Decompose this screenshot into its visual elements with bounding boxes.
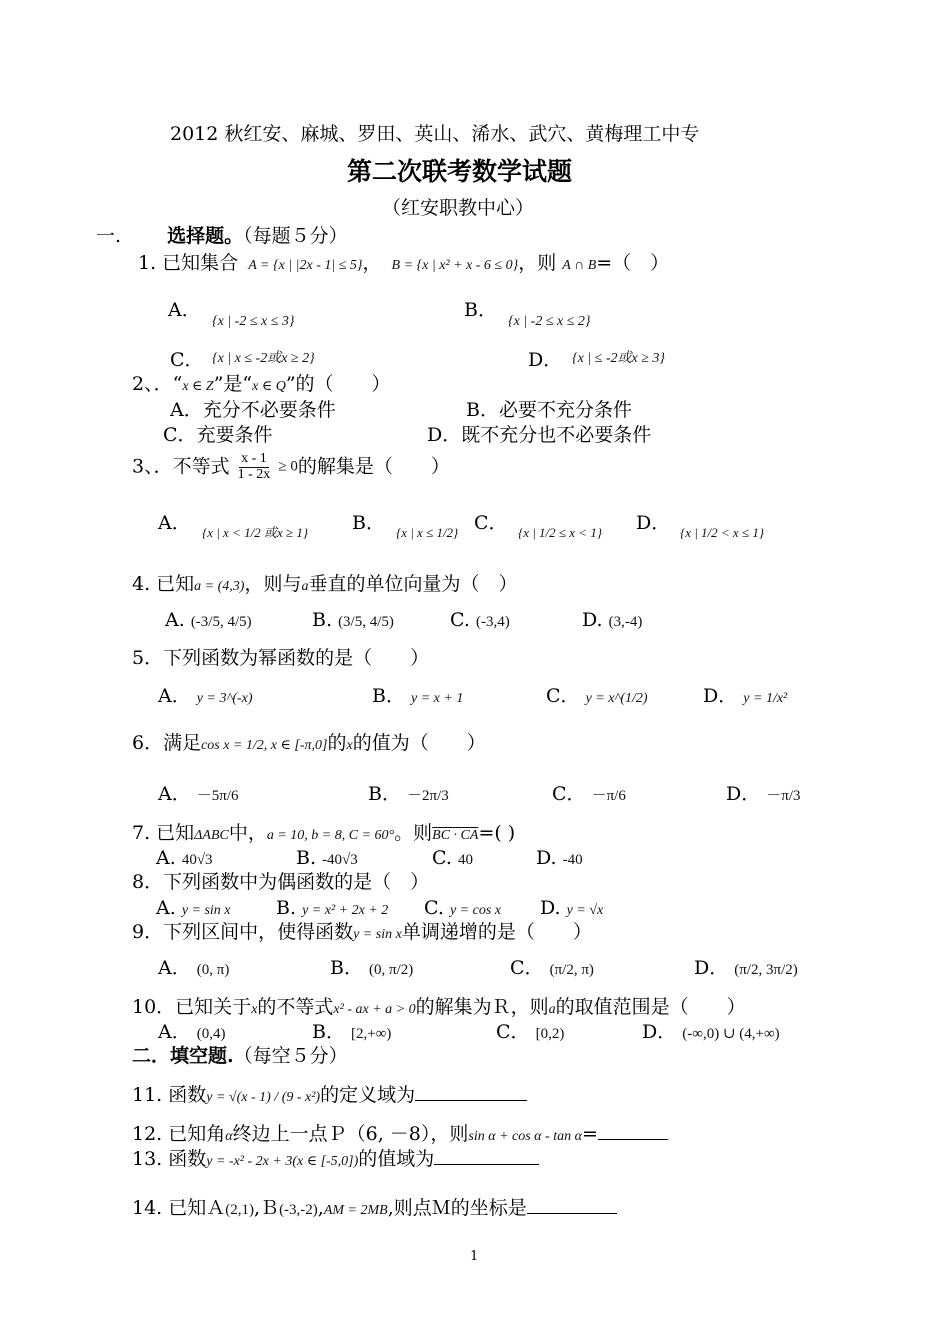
q1-option-c[interactable]: [170, 350, 204, 372]
question-text: 的不等式: [257, 996, 334, 1018]
q5-option-b[interactable]: [372, 686, 463, 708]
q9-option-c[interactable]: [510, 958, 594, 980]
option-value: (0,4): [196, 1026, 226, 1042]
q8-option-a[interactable]: [156, 898, 231, 920]
q1-option-b[interactable]: [464, 300, 497, 322]
math-expression: BC · CA: [432, 828, 479, 843]
q9-option-a[interactable]: [158, 958, 229, 980]
option-label: B.: [296, 847, 317, 869]
question-1: 1. 已知集合 A = {x | |2x - 1| ≤ 5}， B = {x | x² + x - 6 ≤ 0}，则 A ∩ B=（ ）: [138, 252, 670, 274]
question-6: [132, 733, 486, 755]
option-label: B．: [464, 299, 497, 321]
math-expression: AM = 2MB: [323, 1203, 388, 1218]
q7-option-b[interactable]: [296, 848, 358, 870]
math-expression: A ∩ B: [562, 258, 597, 273]
option-value: [0,2): [535, 1026, 565, 1042]
q8-option-b[interactable]: [276, 898, 388, 920]
q1-option-c-value: {x | x ≤ -2或x ≥ 2}: [212, 351, 315, 366]
option-value: －π/3: [766, 788, 801, 804]
math-expression: a = 10, b = 8, C = 60°: [266, 828, 395, 843]
question-text: ，则与: [244, 573, 302, 595]
q7-option-d[interactable]: [536, 848, 583, 870]
question-text: 。则: [394, 822, 433, 844]
math-expression: y = √(x - 1) / (9 - x²): [206, 1090, 321, 1105]
answer-blank[interactable]: [434, 1146, 539, 1165]
question-text: 4. 已知: [132, 573, 195, 595]
math-expression: ΔABC: [194, 828, 229, 843]
question-9: [132, 922, 592, 944]
math-expression: x ∈ Q: [252, 379, 286, 394]
q2-option-d[interactable]: D．既不充分也不必要条件: [427, 424, 652, 446]
question-7: [132, 823, 515, 845]
math-expression: x² - ax + a > 0: [333, 1002, 416, 1017]
question-text: 的: [327, 732, 347, 754]
option-value: -40: [562, 852, 583, 868]
math-expression: cos x = 1/2, x ∈ [-π,0]: [201, 738, 328, 753]
option-label: D．: [694, 957, 729, 979]
question-text: 11. 函数: [132, 1084, 207, 1106]
q2-option-b[interactable]: B．必要不充分条件: [466, 399, 632, 421]
option-label: A．: [168, 299, 201, 321]
q7-option-c[interactable]: [432, 848, 473, 870]
option-label: C．: [170, 349, 204, 371]
math-expression: sin α + cos α - tan α: [468, 1129, 582, 1144]
option-label: D．: [642, 1021, 677, 1043]
question-text: 1. 已知集合: [138, 252, 239, 274]
q3-option-c-value: {x | 1/2 ≤ x < 1}: [518, 525, 603, 540]
question-text: 6．满足: [132, 732, 202, 754]
question-text: 终边上一点Ｐ（6, －8），则: [232, 1123, 469, 1145]
option-label: A．: [158, 512, 191, 534]
q3-option-d-value: {x | 1/2 < x ≤ 1}: [680, 525, 765, 540]
q1-option-b-value: {x | -2 ≤ x ≤ 2}: [508, 314, 591, 329]
math-expression: a = (4,3): [194, 579, 245, 594]
option-label: D．: [703, 685, 738, 707]
question-text: 的定义域为: [320, 1084, 416, 1106]
option-label: C.: [450, 609, 470, 631]
question-2: [132, 374, 391, 396]
section-title: 二．填空题.: [132, 1045, 234, 1067]
option-value: y = cos x: [449, 903, 501, 918]
answer-blank[interactable]: [598, 1121, 668, 1140]
q1-option-d[interactable]: [528, 350, 562, 372]
q4-option-c[interactable]: [450, 610, 510, 632]
option-label: C．: [546, 685, 580, 707]
question-5: 5．下列函数为幂函数的是（ ）: [132, 647, 430, 669]
option-value: -40√3: [322, 852, 358, 868]
option-label: C．: [510, 957, 544, 979]
question-text: 的值为（ ）: [352, 732, 486, 754]
question-text: ,则点Ｍ的坐标是: [387, 1197, 527, 1219]
option-value: y = 3^(-x): [196, 691, 253, 706]
q8-option-d[interactable]: [540, 898, 603, 920]
math-expression: (2,1): [225, 1202, 255, 1218]
answer-blank[interactable]: [527, 1195, 617, 1214]
option-label: A.: [165, 609, 185, 631]
option-value: (π/2, π): [549, 962, 594, 978]
q1-option-d-value: {x | ≤ -2或x ≥ 3}: [572, 351, 666, 366]
section-note: （每题５分）: [243, 225, 348, 247]
q7-option-a[interactable]: [156, 848, 213, 870]
option-value: (0, π): [196, 962, 230, 978]
exam-subtitle: （红安职教中心）: [382, 197, 535, 219]
question-8: 8．下列函数中为偶函数的是（ ）: [132, 871, 430, 893]
q6-option-c[interactable]: [552, 784, 626, 806]
question-text: 12. 已知角: [132, 1123, 226, 1145]
q10-option-a[interactable]: [158, 1022, 226, 1044]
question-text: =（ ）: [596, 252, 670, 274]
math-expression: ≥ 0: [278, 458, 298, 475]
math-expression: x ∈ Z: [182, 379, 214, 394]
q5-option-d[interactable]: [703, 686, 787, 708]
option-value: 40√3: [181, 852, 213, 868]
option-value: y = 1/x²: [743, 691, 788, 706]
question-text: ,Ｂ: [254, 1197, 280, 1219]
question-text: 13. 函数: [132, 1148, 207, 1170]
option-value: y = sin x: [181, 903, 231, 918]
option-label: A．: [158, 783, 191, 805]
question-text: 10．已知关于: [132, 996, 252, 1018]
section-title: 选择题。: [167, 225, 244, 247]
q6-option-b[interactable]: [368, 784, 449, 806]
question-13: [132, 1146, 539, 1171]
question-text: ”是“: [213, 373, 253, 395]
option-label: B．: [312, 1021, 345, 1043]
option-label: D.: [582, 609, 603, 631]
option-label: C.: [424, 897, 444, 919]
q3-option-a-value: {x | x < 1/2 或x ≥ 1}: [202, 525, 309, 540]
q9-option-d[interactable]: [694, 958, 798, 980]
q8-option-c[interactable]: [424, 898, 501, 920]
option-value: 40: [457, 852, 473, 868]
option-value: (3/5, 4/5): [338, 614, 394, 630]
question-text: 单调递增的是（ ）: [401, 921, 592, 943]
question-text: 的解集是（ ）: [297, 455, 450, 478]
option-label: A.: [156, 847, 176, 869]
option-label: B．: [330, 957, 363, 979]
option-label: D．: [636, 512, 671, 534]
question-text: 中，: [228, 822, 267, 844]
option-value: y = x + 1: [411, 691, 464, 706]
q2-option-a[interactable]: A．充分不必要条件: [170, 399, 336, 421]
option-label: B．: [372, 685, 405, 707]
question-11: [132, 1082, 527, 1107]
math-expression: a: [548, 1002, 556, 1017]
question-text: ，则: [518, 252, 557, 274]
q1-option-a[interactable]: [168, 300, 201, 322]
question-10: [132, 997, 746, 1019]
option-label: B.: [276, 897, 297, 919]
math-expression: (-3,-2): [279, 1202, 318, 1218]
option-value: －5π/6: [196, 788, 239, 804]
option-label: A．: [158, 1021, 191, 1043]
set-b: B = {x | x² + x - 6 ≤ 0}: [391, 258, 519, 273]
option-value: (-∞,0) ∪ (4,+∞): [682, 1026, 780, 1042]
q3-option-b[interactable]: [352, 513, 385, 535]
q5-option-c[interactable]: [546, 686, 648, 708]
option-value: y = x² + 2x + 2: [302, 903, 389, 918]
question-text: 的取值范围是（ ）: [555, 996, 746, 1018]
math-expression: x: [346, 738, 353, 753]
option-label: C.: [432, 847, 452, 869]
option-label: D.: [536, 847, 557, 869]
question-text: ,: [317, 1197, 324, 1219]
q2-option-c[interactable]: C．充要条件: [163, 424, 273, 446]
fraction: $\frac{x - 1}{1 - 2x}$: [237, 451, 271, 482]
option-value: y = x^(1/2): [585, 691, 648, 706]
question-text: 3、．不等式: [132, 455, 230, 478]
option-value: (-3/5, 4/5): [190, 614, 252, 630]
option-value: －2π/3: [407, 788, 449, 804]
q4-option-b[interactable]: [312, 610, 394, 632]
option-label: B.: [312, 609, 333, 631]
question-text: 14. 已知Ａ: [132, 1197, 226, 1219]
question-text: 7. 已知: [132, 822, 195, 844]
exam-header-line: 2012 秋红安、麻城、罗田、英山、浠水、武穴、黄梅理工中专: [170, 123, 700, 145]
option-value: (3,-4): [608, 614, 643, 630]
q10-option-d[interactable]: [642, 1022, 780, 1044]
q4-option-d[interactable]: [582, 610, 642, 632]
option-label: C．: [496, 1021, 530, 1043]
q1-option-a-value: {x | -2 ≤ x ≤ 3}: [212, 314, 295, 329]
question-text: =: [581, 1123, 598, 1145]
q4-option-a[interactable]: [165, 610, 252, 632]
option-value: y = √x: [566, 903, 604, 918]
option-value: (π/2, 3π/2): [734, 962, 798, 978]
question-text: 的值域为: [358, 1148, 435, 1170]
math-expression: a: [301, 579, 309, 594]
question-text: 垂直的单位向量为（ ）: [308, 573, 518, 595]
question-14: [132, 1195, 617, 1220]
q3-option-d[interactable]: [636, 513, 670, 535]
option-label: B．: [368, 783, 401, 805]
q10-option-c[interactable]: [496, 1022, 564, 1044]
page-title: 第二次联考数学试题: [347, 157, 573, 186]
question-text: =( ): [478, 822, 516, 844]
q6-option-d[interactable]: [726, 784, 801, 806]
option-value: (-3,4): [475, 614, 510, 630]
option-label: A．: [158, 685, 191, 707]
question-12: [132, 1121, 668, 1146]
option-label: A.: [156, 897, 176, 919]
q9-option-b[interactable]: [330, 958, 413, 980]
q3-option-b-value: {x | x ≤ 1/2}: [396, 525, 459, 540]
page-number: 1: [470, 1249, 479, 1264]
question-text: ”的（ ）: [285, 373, 391, 395]
section1-heading: [96, 226, 348, 248]
option-value: [2,+∞): [351, 1026, 392, 1042]
answer-blank[interactable]: [415, 1082, 527, 1101]
q5-option-a[interactable]: [158, 686, 253, 708]
section-note: （每空５分）: [233, 1045, 348, 1067]
section2-heading: [132, 1046, 348, 1068]
q3-option-a[interactable]: [158, 513, 191, 535]
question-text: 2、．“: [132, 373, 183, 395]
option-label: B．: [352, 512, 385, 534]
math-expression: x: [251, 1002, 258, 1017]
option-label: A．: [158, 957, 191, 979]
option-label: D.: [540, 897, 561, 919]
math-expression: α: [225, 1129, 233, 1144]
option-label: C．: [552, 783, 586, 805]
question-4: [132, 574, 517, 596]
option-value: －π/6: [591, 788, 626, 804]
option-value: (0, π/2): [369, 962, 414, 978]
math-expression: y = sin x: [353, 927, 402, 942]
question-text: 9．下列区间中，使得函数: [132, 921, 354, 943]
set-a: A = {x | |2x - 1| ≤ 5}: [248, 258, 363, 273]
option-label: C．: [474, 512, 508, 534]
option-label: D．: [726, 783, 761, 805]
option-label: D．: [528, 349, 563, 371]
question-3: [132, 452, 450, 482]
math-expression: y = -x² - 2x + 3(x ∈ [-5,0]): [206, 1154, 359, 1169]
q3-option-c[interactable]: [474, 513, 508, 535]
question-text: 的解集为Ｒ，则: [415, 996, 549, 1018]
section-number: 一.: [96, 225, 122, 247]
q6-option-a[interactable]: [158, 784, 239, 806]
q10-option-b[interactable]: [312, 1022, 391, 1044]
